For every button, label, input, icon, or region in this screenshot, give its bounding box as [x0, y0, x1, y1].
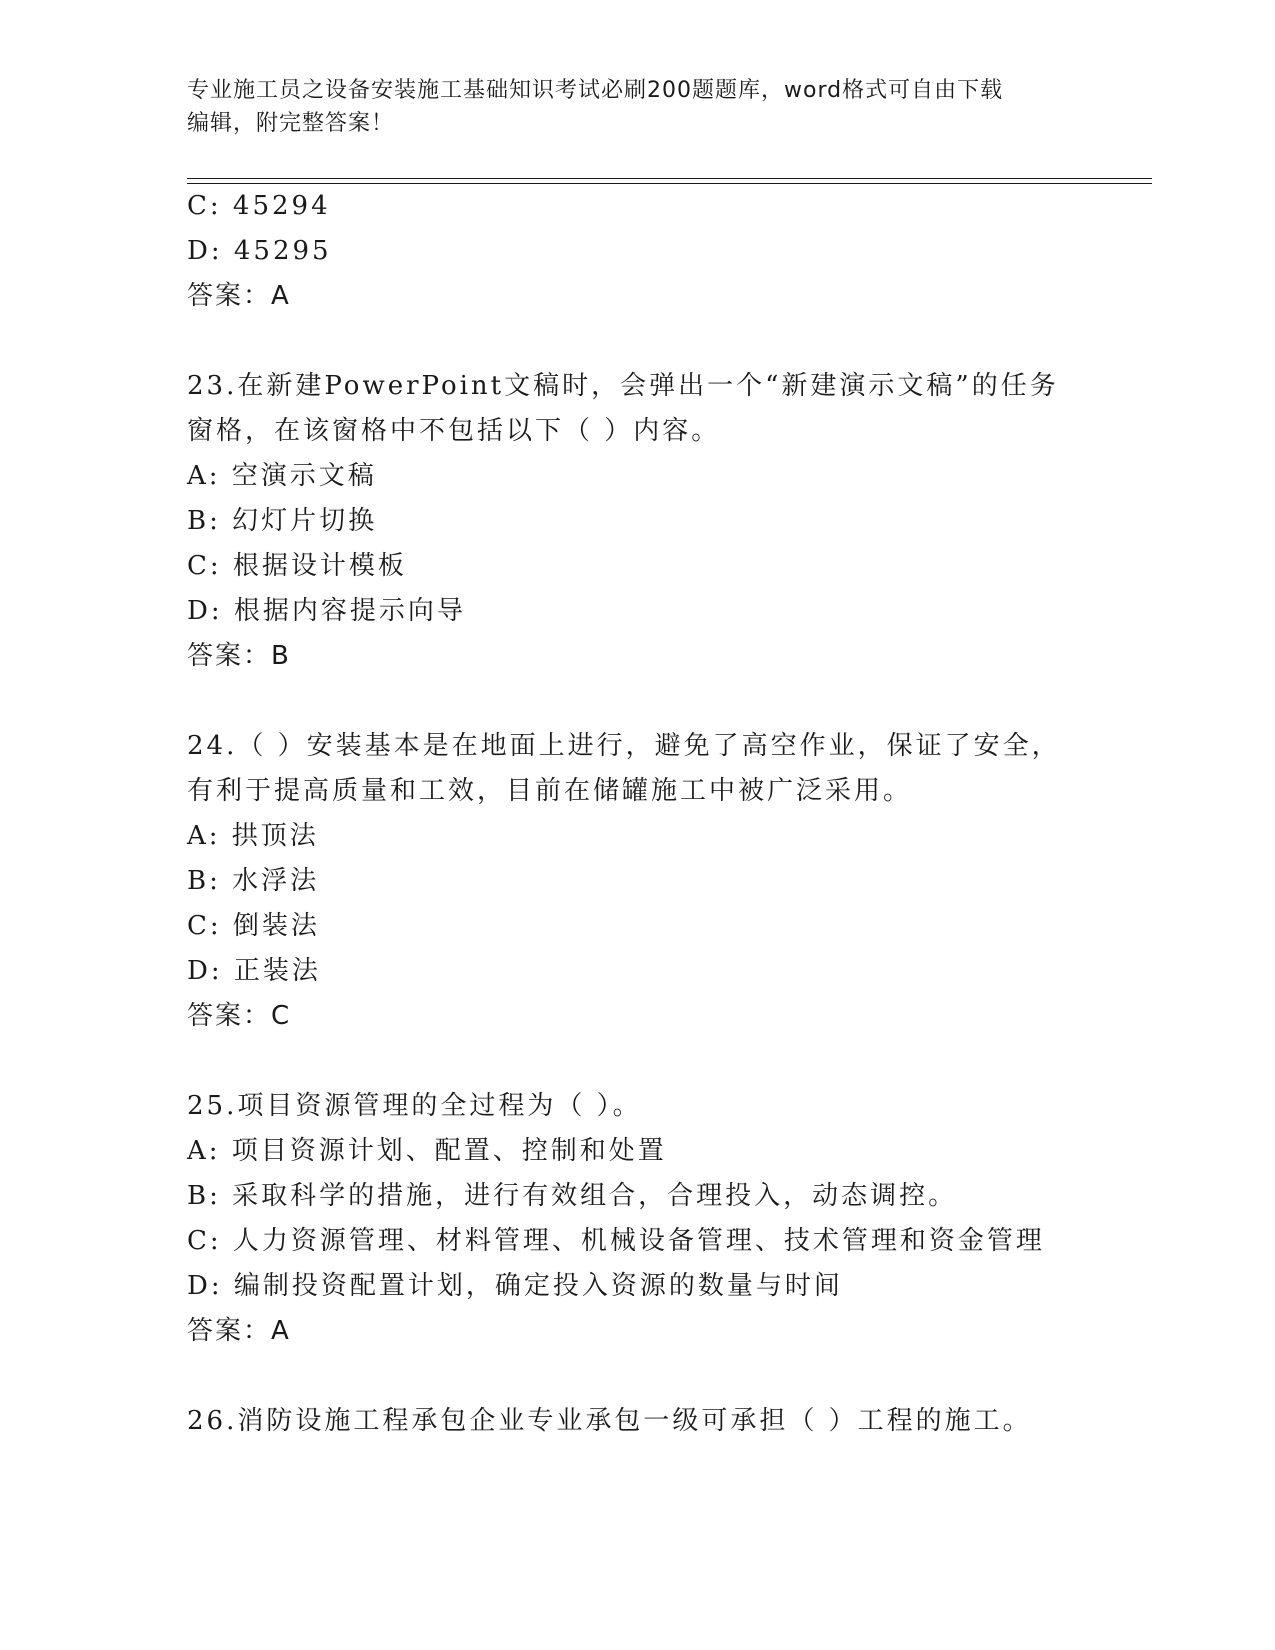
q25-option-c: C: 人力资源管理、材料管理、机械设备管理、技术管理和资金管理 [187, 1226, 1045, 1256]
q25-option-b: B: 采取科学的措施，进行有效组合，合理投入，动态调控。 [187, 1181, 958, 1211]
q24-stem-line-2: 有利于提高质量和工效，目前在储罐施工中被广泛采用。 [187, 776, 913, 806]
q23-option-d: D: 根据内容提示向导 [187, 596, 466, 626]
q23-stem-line-2: 窗格，在该窗格中不包括以下（ ）内容。 [187, 416, 721, 446]
q24-stem-line-1: 24.（ ）安装基本是在地面上进行，避免了高空作业，保证了安全， [187, 731, 1061, 761]
q24-option-d: D: 正装法 [187, 956, 321, 986]
q24-option-b: B: 水浮法 [187, 866, 320, 896]
q23-stem-line-1: 23.在新建PowerPoint文稿时，会弹出一个“新建演示文稿”的任务 [187, 371, 1059, 401]
q25-option-a: A: 项目资源计划、配置、控制和处置 [187, 1136, 667, 1166]
q23-option-c: C: 根据设计模板 [187, 551, 407, 581]
q23-option-b: B: 幻灯片切换 [187, 506, 378, 536]
q25-stem-line-1: 25.项目资源管理的全过程为（ ）。 [187, 1091, 642, 1121]
prev-option-d: D: 45295 [187, 236, 332, 266]
q25-option-d: D: 编制投资配置计划，确定投入资源的数量与时间 [187, 1271, 843, 1301]
q23-answer: 答案：B [187, 641, 291, 671]
header-rule-top [187, 178, 1152, 179]
header-line-2: 编辑，附完整答案！ [187, 111, 395, 136]
header-line-1: 专业施工员之设备安装施工基础知识考试必刷200题题库，word格式可自由下载 [187, 78, 1004, 103]
q24-option-a: A: 拱顶法 [187, 821, 319, 851]
prev-answer: 答案：A [187, 281, 291, 311]
q24-option-c: C: 倒装法 [187, 911, 320, 941]
q24-answer: 答案：C [187, 1001, 292, 1031]
document-header [187, 74, 1087, 140]
prev-option-c: C: 45294 [187, 191, 331, 221]
q25-answer: 答案：A [187, 1316, 291, 1346]
header-rule-bottom [187, 183, 1152, 184]
q26-stem-line-1: 26.消防设施工程承包企业专业承包一级可承担（ ）工程的施工。 [187, 1406, 1032, 1436]
q23-option-a: A: 空演示文稿 [187, 461, 377, 491]
